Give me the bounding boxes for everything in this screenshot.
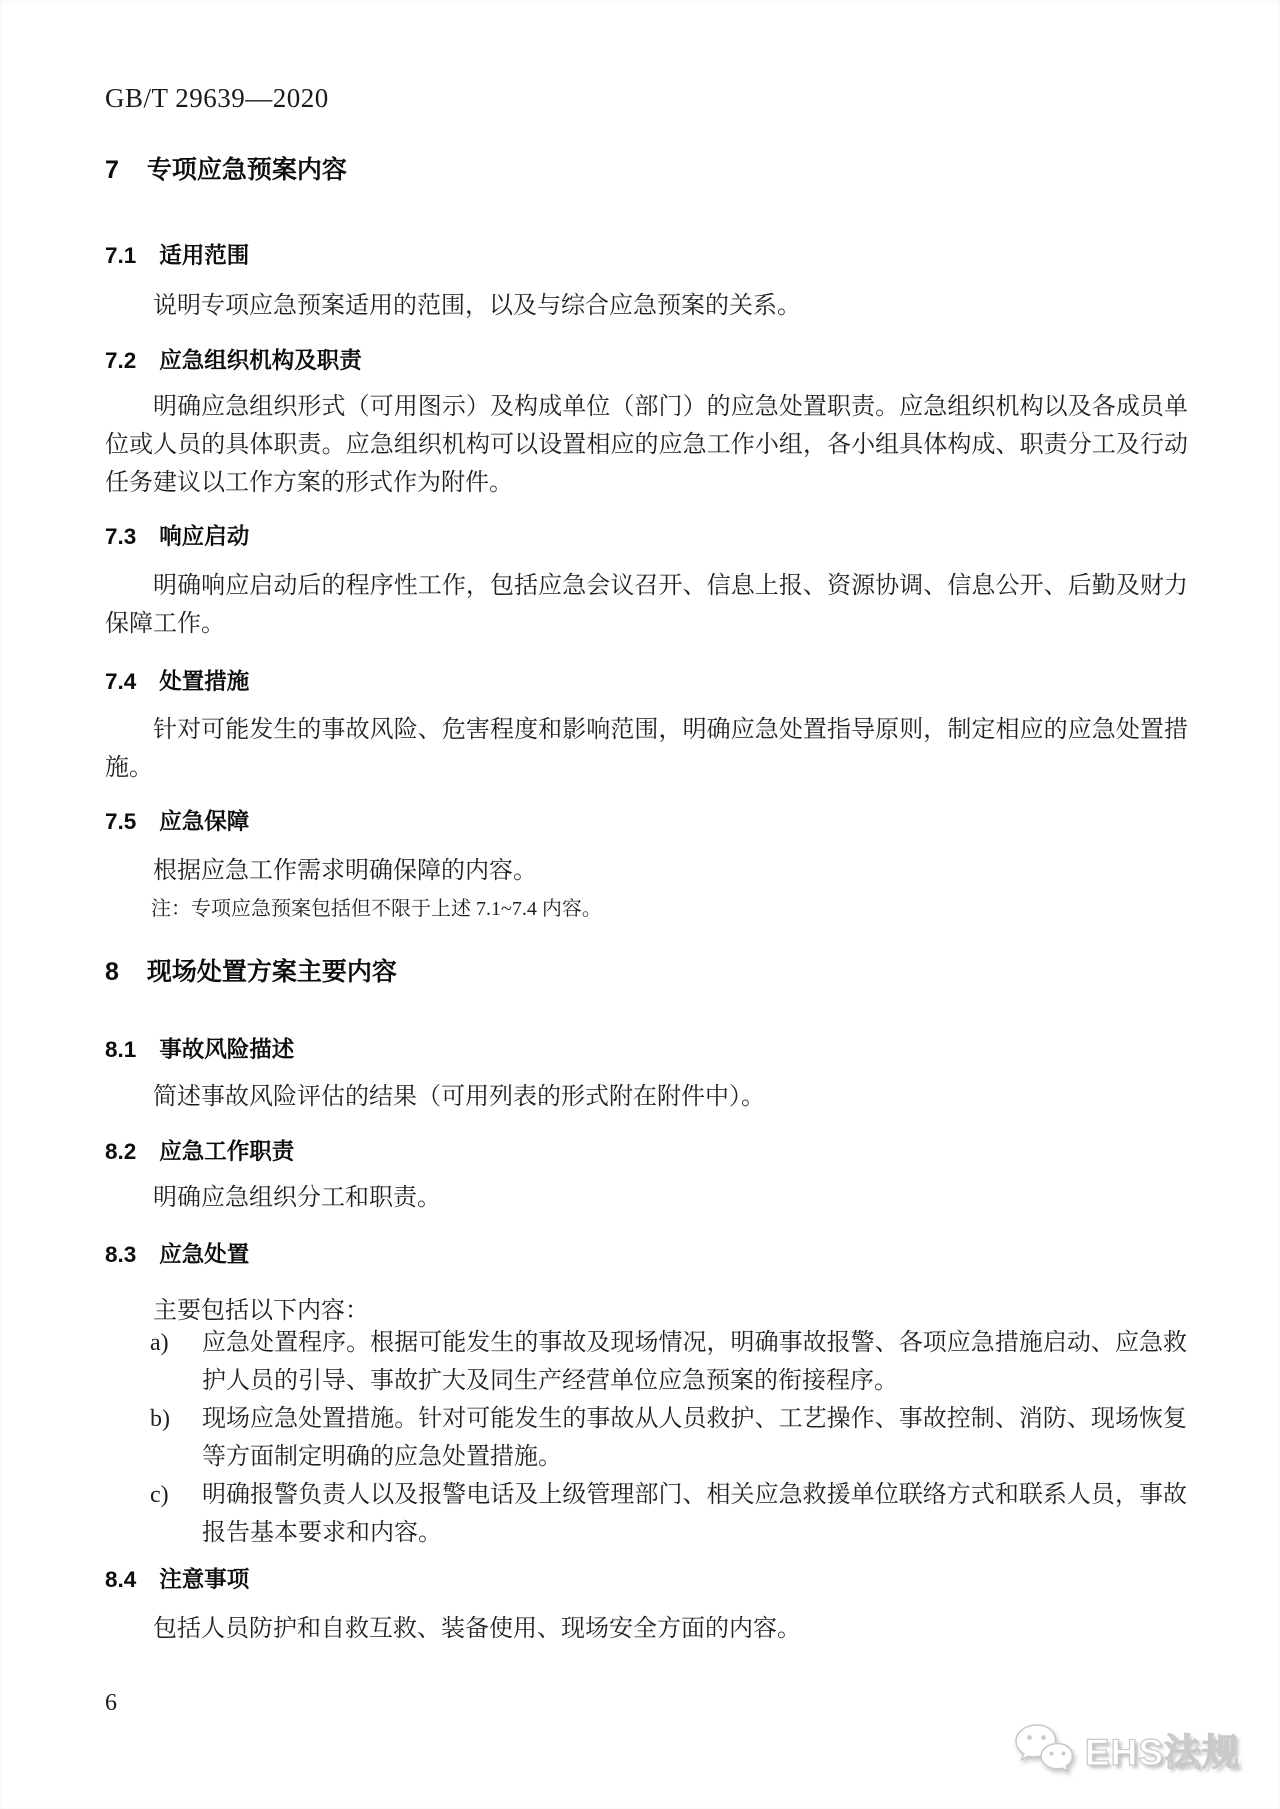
list-item-b-text: 现场应急处置措施。针对可能发生的事故从人员救护、工艺操作、事故控制、消防、现场恢复等方面制定明确的应急处置措施。: [202, 1406, 1187, 1470]
section-8-1-title: 事故风险描述: [159, 1037, 295, 1062]
section-7-1-number: 7.1: [105, 243, 137, 268]
watermark-text: EHS法规: [1084, 1732, 1240, 1773]
chapter8-title: 现场处置方案主要内容: [146, 958, 397, 986]
section-7-3-title: 响应启动: [159, 524, 250, 549]
section-8-4-paragraph: 包括人员防护和自救互救、装备使用、现场安全方面的内容。: [153, 1616, 801, 1642]
doc-code: GB/T 29639—2020: [105, 83, 329, 113]
list-item-c: [105, 1476, 1188, 1552]
section-7-3-number: 7.3: [105, 524, 137, 549]
list-item-b: [105, 1400, 1188, 1476]
section-8-1-heading: [105, 1032, 1188, 1064]
section-8-1-number: 8.1: [105, 1037, 137, 1062]
list-item-b-marker: b): [150, 1406, 170, 1432]
section-8-3-number: 8.3: [105, 1242, 137, 1267]
section-8-4-heading: [105, 1562, 1188, 1594]
page-number: 6: [105, 1690, 117, 1716]
section-8-2-heading: [105, 1134, 1188, 1166]
section-8-4-title: 注意事项: [159, 1567, 250, 1592]
section-7-1-heading: [105, 238, 1188, 270]
section-8-2-paragraph: 明确应急组织分工和职责。: [153, 1185, 441, 1211]
section-7-4-paragraph: 针对可能发生的事故风险、危害程度和影响范围，明确应急处置指导原则，制定相应的应急处置措施。: [105, 717, 1188, 781]
section-7-4-number: 7.4: [105, 669, 137, 694]
section-8-3-list: [105, 1324, 1188, 1552]
section-7-5-heading: [105, 804, 1188, 836]
section-7-3-heading: [105, 519, 1188, 551]
chapter7-title: 专项应急预案内容: [146, 156, 347, 184]
section-7-2-paragraph: 明确应急组织形式（可用图示）及构成单位（部门）的应急处置职责。应急组织机构以及各成员单位或人员的具体职责。应急组织机构可以设置相应的应急工作小组，各小组具体构成、职责分工及行动任务建议以工作方案的形式作为附件。: [105, 394, 1188, 496]
section-8-4-number: 8.4: [105, 1567, 137, 1592]
section-7-2-heading: [105, 343, 1188, 375]
section-8-1-paragraph: 简述事故风险评估的结果（可用列表的形式附在附件中）。: [153, 1084, 765, 1110]
chapter8-number: 8: [105, 958, 119, 986]
wechat-icon: [1013, 1722, 1075, 1776]
list-item-c-marker: c): [150, 1482, 169, 1508]
section-7-4-title: 处置措施: [159, 669, 250, 694]
list-item-a: [105, 1324, 1188, 1400]
section-8-3-heading: [105, 1237, 1188, 1269]
section-7-2-number: 7.2: [105, 348, 137, 373]
chapter8-heading: [105, 952, 1188, 988]
section-7-1-paragraph: 说明专项应急预案适用的范围，以及与综合应急预案的关系。: [153, 293, 801, 319]
section-8-3-title: 应急处置: [159, 1242, 250, 1267]
section-7-1-title: 适用范围: [159, 243, 250, 268]
section-7-5-number: 7.5: [105, 809, 137, 834]
section-7-4-heading: [105, 664, 1188, 696]
section-7-5-paragraph: 根据应急工作需求明确保障的内容。: [153, 858, 537, 884]
list-item-c-text: 明确报警负责人以及报警电话及上级管理部门、相关应急救援单位联络方式和联系人员，事故报告基本要求和内容。: [202, 1482, 1187, 1546]
section-7-3-paragraph: 明确响应启动后的程序性工作，包括应急会议召开、信息上报、资源协调、信息公开、后勤及财力保障工作。: [105, 573, 1188, 637]
chapter7-heading: [105, 150, 1188, 186]
list-item-a-text: 应急处置程序。根据可能发生的事故及现场情况，明确事故报警、各项应急措施启动、应急救护人员的引导、事故扩大及同生产经营单位应急预案的衔接程序。: [202, 1330, 1187, 1394]
section-7-5-title: 应急保障: [159, 809, 250, 834]
watermark: [1013, 1722, 1240, 1776]
section-7-2-title: 应急组织机构及职责: [159, 348, 362, 373]
section-7-5-note: 注：专项应急预案包括但不限于上述 7.1~7.4 内容。: [151, 898, 602, 920]
section-8-2-number: 8.2: [105, 1139, 137, 1164]
list-item-a-marker: a): [150, 1330, 169, 1356]
section-8-2-title: 应急工作职责: [159, 1139, 295, 1164]
section-8-3-intro: 主要包括以下内容：: [153, 1298, 369, 1324]
chapter7-number: 7: [105, 156, 119, 184]
